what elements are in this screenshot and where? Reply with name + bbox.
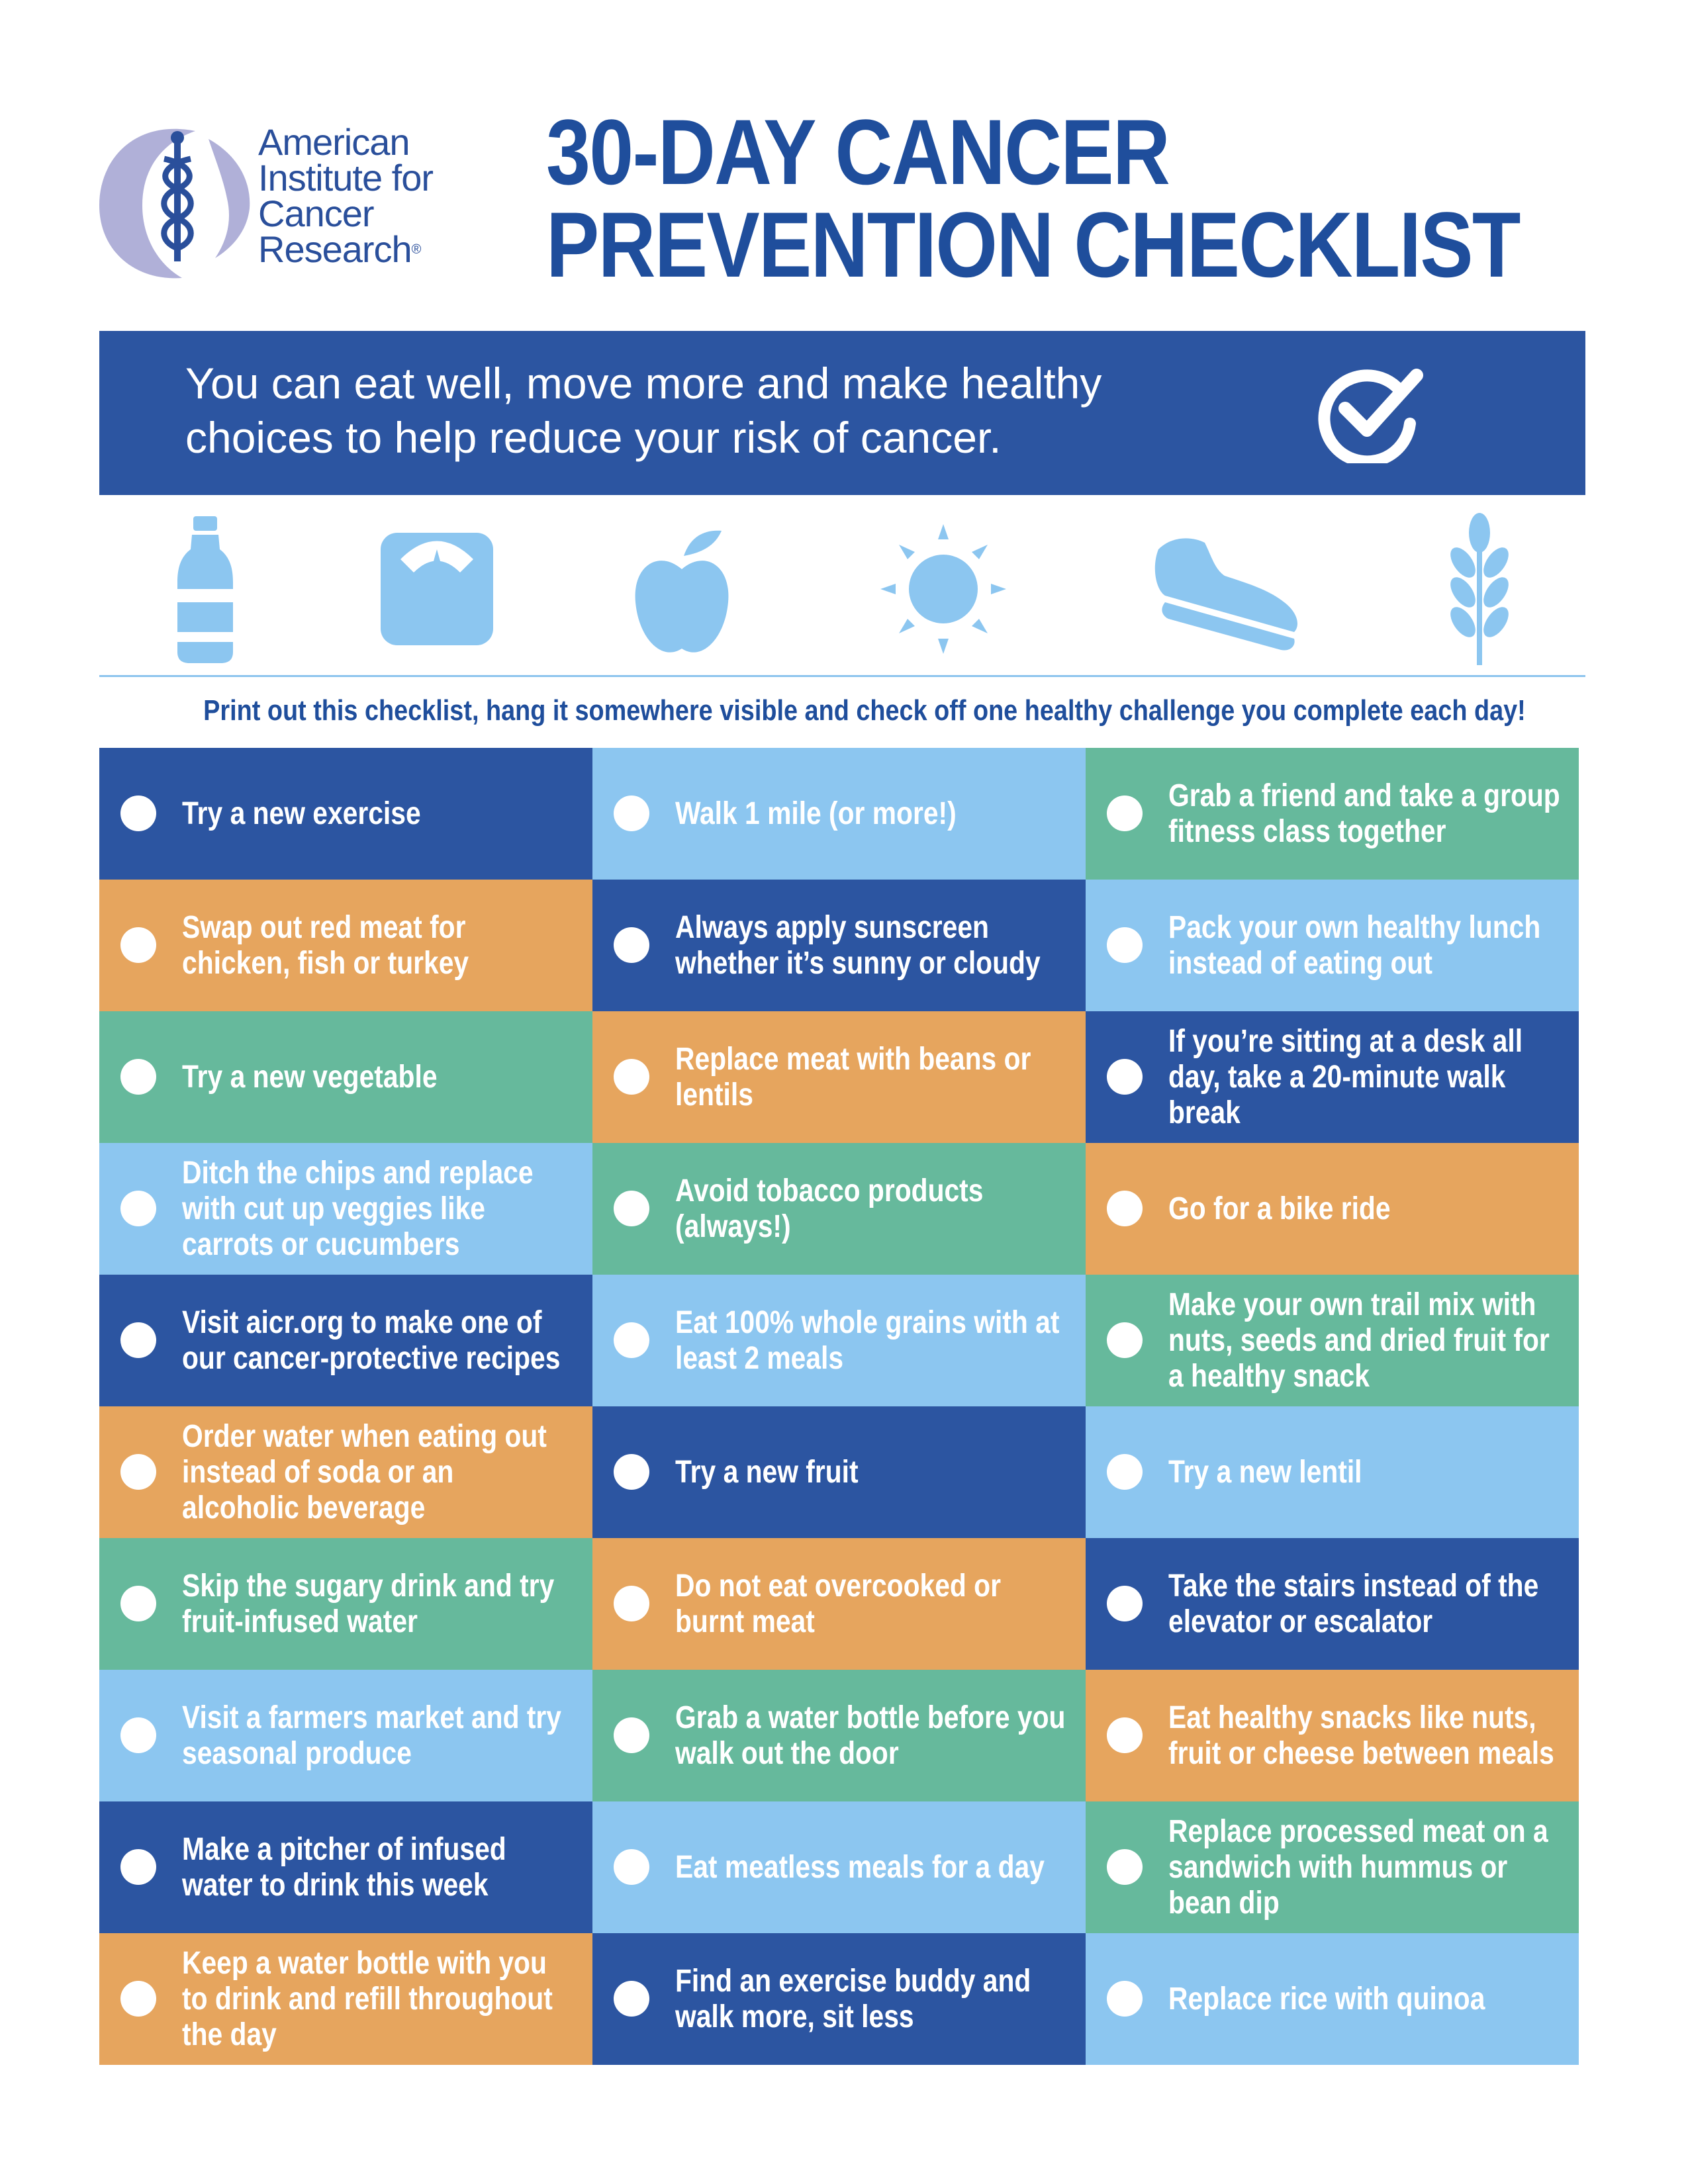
title-line-2: PREVENTION CHECKLIST [546, 193, 1520, 296]
checkbox-circle[interactable] [614, 1454, 649, 1490]
checklist-item-text: Ditch the chips and replace with cut up veggies like carrots or cucumbers [182, 1155, 534, 1262]
banner-line-2: choices to help reduce your risk of cancer. [185, 413, 1002, 462]
checkbox-circle[interactable] [120, 1849, 156, 1885]
checklist-item-label [182, 1670, 576, 1801]
checklist-item[interactable] [99, 1275, 592, 1406]
checklist-item-text: Replace rice with quinoa [1168, 1981, 1485, 2017]
checklist-item[interactable] [592, 1670, 1086, 1801]
checklist-item[interactable] [592, 1801, 1086, 1933]
checklist-item-text: Keep a water bottle with you to drink and refill throughout the day [182, 1945, 553, 2052]
checklist-item[interactable] [592, 1275, 1086, 1406]
aicr-logo [96, 119, 480, 285]
checklist-item-text: Try a new fruit [675, 1454, 859, 1490]
checklist-item-text: Replace processed meat on a sandwich with hummus or bean dip [1168, 1813, 1548, 1921]
checkbox-circle[interactable] [1107, 1454, 1143, 1490]
checkbox-circle[interactable] [120, 1454, 156, 1490]
checklist-item-text: Do not eat overcooked or burnt meat [675, 1568, 1001, 1639]
sun-icon [880, 510, 1006, 668]
apple-icon [632, 510, 731, 668]
checklist-item-text: Go for a bike ride [1168, 1191, 1391, 1226]
checklist-item-text: Take the stairs instead of the elevator or escalator [1168, 1568, 1539, 1639]
checkbox-circle[interactable] [1107, 1322, 1143, 1358]
checkbox-circle[interactable] [120, 927, 156, 963]
checklist-item-label [1168, 1011, 1562, 1143]
checklist-item-text: Replace meat with beans or lentils [675, 1041, 1031, 1113]
checklist-grid [99, 748, 1579, 2065]
checklist-item-label [1168, 880, 1562, 1011]
checkbox-circle[interactable] [614, 1586, 649, 1621]
checkbox-circle[interactable] [614, 1059, 649, 1095]
intro-banner [99, 331, 1585, 495]
checklist-item-label [182, 1011, 576, 1143]
title-line-1: 30-DAY CANCER [546, 100, 1170, 204]
checklist-item-text: Pack your own healthy lunch instead of eating out [1168, 909, 1541, 981]
checklist-item-text: Try a new lentil [1168, 1454, 1362, 1490]
checklist-item[interactable] [99, 1801, 592, 1933]
checklist-item-text: Find an exercise buddy and walk more, sit less [675, 1963, 1031, 2034]
logo-line-2: Institute for [258, 157, 434, 199]
divider-line [99, 675, 1585, 677]
checklist-item[interactable] [99, 1933, 592, 2065]
water-bottle-icon [172, 510, 238, 668]
checkbox-circle[interactable] [1107, 1717, 1143, 1753]
checklist-item-text: Order water when eating out instead of soda or an alcoholic beverage [182, 1418, 547, 1525]
checklist-item-text: Grab a water bottle before you walk out the door [675, 1700, 1066, 1771]
checklist-item[interactable] [1086, 1670, 1579, 1801]
checkbox-circle[interactable] [1107, 1191, 1143, 1226]
checklist-item[interactable] [1086, 1011, 1579, 1143]
logo-line-3: Cancer [258, 193, 374, 234]
checklist-item-text: Visit aicr.org to make one of our cancer-protective recipes [182, 1304, 561, 1376]
checkbox-circle[interactable] [614, 1322, 649, 1358]
checklist-item[interactable] [99, 1143, 592, 1275]
checklist-item-label [675, 1538, 1069, 1670]
checklist-item[interactable] [592, 1011, 1086, 1143]
checklist-item-label [675, 1143, 1069, 1275]
checklist-item-label [182, 748, 576, 880]
checkbox-circle[interactable] [1107, 796, 1143, 831]
checklist-item[interactable] [99, 880, 592, 1011]
checklist-item-text: Always apply sunscreen whether it’s sunny or cloudy [675, 909, 1041, 981]
checklist-item[interactable] [1086, 748, 1579, 880]
checklist-item-label [1168, 748, 1562, 880]
checklist-item-text: Make your own trail mix with nuts, seeds and dried fruit for a healthy snack [1168, 1287, 1550, 1394]
checkbox-circle[interactable] [120, 1586, 156, 1621]
checklist-item[interactable] [1086, 1933, 1579, 2065]
checklist-item-label [1168, 1933, 1562, 2065]
checklist-item[interactable] [99, 748, 592, 880]
checklist-item[interactable] [592, 748, 1086, 880]
checklist-item-label [1168, 1275, 1562, 1406]
checkbox-circle[interactable] [1107, 927, 1143, 963]
checklist-item-text: Eat meatless meals for a day [675, 1849, 1045, 1885]
checklist-item-label [1168, 1670, 1562, 1801]
checklist-item-label [675, 748, 1069, 880]
checklist-item-text: If you’re sitting at a desk all day, take a 20-minute walk break [1168, 1023, 1523, 1130]
checklist-item-label [675, 1801, 1069, 1933]
checklist-item-label [675, 1933, 1069, 2065]
checklist-item-text: Skip the sugary drink and try fruit-infused water [182, 1568, 555, 1639]
checklist-item[interactable] [1086, 1801, 1579, 1933]
checkbox-circle[interactable] [614, 927, 649, 963]
checklist-item[interactable] [592, 1406, 1086, 1538]
page-title [546, 100, 1520, 296]
checkbox-circle[interactable] [614, 1849, 649, 1885]
checkbox-circle[interactable] [120, 1059, 156, 1095]
checkbox-circle[interactable] [120, 1981, 156, 2017]
checklist-item-text: Avoid tobacco products (always!) [675, 1173, 984, 1244]
checklist-item[interactable] [99, 1011, 592, 1143]
caduceus-logo-icon [96, 119, 255, 285]
checklist-item[interactable] [1086, 1406, 1579, 1538]
logo-line-4 [258, 228, 433, 270]
checklist-item-text: Try a new exercise [182, 796, 421, 831]
checkmark-circle-icon [1311, 361, 1427, 463]
checkbox-circle[interactable] [614, 796, 649, 831]
checklist-item[interactable] [1086, 1538, 1579, 1670]
checkbox-circle[interactable] [614, 1981, 649, 2017]
logo-line-4-text: Research [258, 228, 412, 270]
icon-row [99, 510, 1585, 668]
wheat-icon [1440, 510, 1519, 668]
checklist-item-label [675, 1011, 1069, 1143]
checklist-item-label [675, 880, 1069, 1011]
checklist-item[interactable] [592, 880, 1086, 1011]
logo-line-1: American [258, 121, 410, 163]
checkbox-circle[interactable] [120, 796, 156, 831]
checkbox-circle[interactable] [1107, 1586, 1143, 1621]
instruction-text: Print out this checklist, hang it somewhere visible and check off one healthy challenge you complete each day! [203, 694, 1526, 727]
checklist-item-label [182, 880, 576, 1011]
checklist-item[interactable] [592, 1143, 1086, 1275]
checklist-item[interactable] [99, 1670, 592, 1801]
checklist-item-label [1168, 1801, 1562, 1933]
checklist-item-text: Eat healthy snacks like nuts, fruit or cheese between meals [1168, 1700, 1554, 1771]
checklist-item[interactable] [1086, 1143, 1579, 1275]
checklist-item-label [182, 1143, 576, 1275]
checklist-item-text: Try a new vegetable [182, 1059, 438, 1095]
checklist-item-label [1168, 1538, 1562, 1670]
checklist-item-label [675, 1275, 1069, 1406]
checklist-item[interactable] [99, 1406, 592, 1538]
checklist-item-text: Grab a friend and take a group fitness class together [1168, 778, 1560, 849]
checkbox-circle[interactable] [120, 1322, 156, 1358]
checkbox-circle[interactable] [120, 1191, 156, 1226]
registered-mark: ® [411, 242, 421, 257]
checklist-item[interactable] [1086, 1275, 1579, 1406]
checklist-item-label [182, 1538, 576, 1670]
scale-icon [381, 510, 493, 668]
banner-line-1: You can eat well, move more and make healthy [185, 359, 1102, 408]
checklist-item-text: Eat 100% whole grains with at least 2 meals [675, 1304, 1060, 1376]
checkbox-circle[interactable] [1107, 1059, 1143, 1095]
banner-text [185, 356, 1324, 465]
checklist-item-label [182, 1406, 576, 1538]
checklist-item-label [675, 1670, 1069, 1801]
checklist-item-label [182, 1801, 576, 1933]
checklist-item-text: Walk 1 mile (or more!) [675, 796, 957, 831]
checklist-item-label [1168, 1143, 1562, 1275]
checklist-item-text: Swap out red meat for chicken, fish or turkey [182, 909, 469, 981]
checklist-item-label [1168, 1406, 1562, 1538]
checklist-item[interactable] [592, 1933, 1086, 2065]
checkbox-circle[interactable] [614, 1191, 649, 1226]
checkbox-circle[interactable] [614, 1717, 649, 1753]
checkbox-circle[interactable] [1107, 1981, 1143, 2017]
checklist-item[interactable] [592, 1538, 1086, 1670]
logo-wordmark [258, 121, 434, 270]
checklist-item-text: Visit a farmers market and try seasonal produce [182, 1700, 561, 1771]
sneaker-icon [1152, 510, 1304, 668]
checklist-item[interactable] [99, 1538, 592, 1670]
checklist-item-label [182, 1933, 576, 2065]
checklist-item-text: Make a pitcher of infused water to drink this week [182, 1831, 506, 1903]
checklist-item-label [675, 1406, 1069, 1538]
checklist-item[interactable] [1086, 880, 1579, 1011]
checkbox-circle[interactable] [1107, 1849, 1143, 1885]
checkbox-circle[interactable] [120, 1717, 156, 1753]
checklist-item-label [182, 1275, 576, 1406]
